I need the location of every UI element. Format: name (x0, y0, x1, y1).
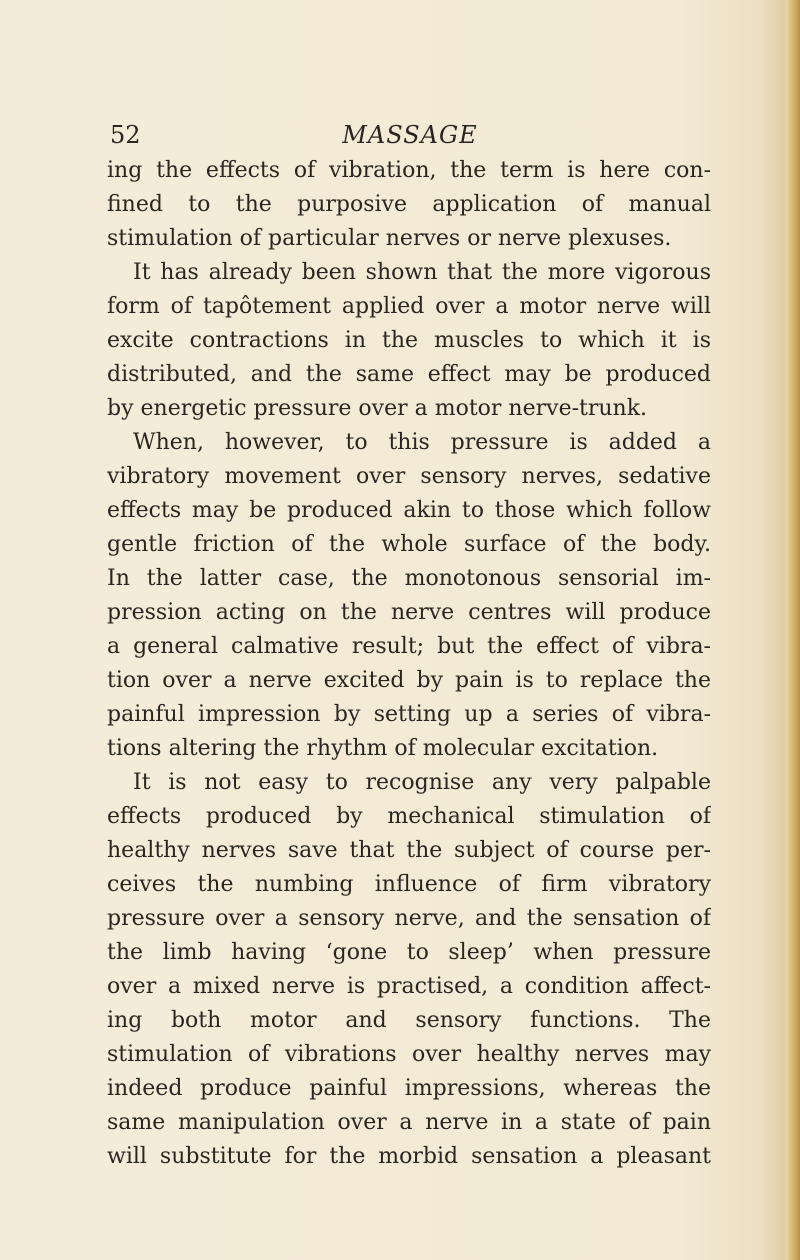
text-line: gentle friction of the whole surface of the body. (107, 532, 711, 557)
text-line: the limb having ‘gone to sleep’ when pressure (107, 940, 711, 965)
text-line: over a mixed nerve is practised, a condition affect- (107, 974, 711, 999)
running-title: MASSAGE (342, 121, 478, 149)
text-line: painful impression by setting up a series of vibra- (107, 702, 711, 727)
text-line: fined to the purposive application of manual (107, 192, 711, 217)
page-number: 52 (110, 121, 141, 149)
text-line: will substitute for the morbid sensation a pleasant (107, 1144, 711, 1169)
text-line: ing the effects of vibration, the term is here con- (107, 158, 711, 183)
text-line: It is not easy to recognise any very palpable (133, 770, 711, 795)
text-line: same manipulation over a nerve in a state of pain (107, 1110, 711, 1135)
text-line: pression acting on the nerve centres will produce (107, 600, 711, 625)
text-line: effects may be produced akin to those which follow (107, 498, 711, 523)
text-line: tions altering the rhythm of molecular excitation. (107, 736, 659, 761)
text-line: ing both motor and sensory functions. The (107, 1008, 711, 1033)
page-header (110, 118, 710, 152)
text-line: tion over a nerve excited by pain is to replace the (107, 668, 711, 693)
text-line: healthy nerves save that the subject of course per- (107, 838, 711, 863)
text-line: distributed, and the same effect may be produced (107, 362, 711, 387)
text-line: by energetic pressure over a motor nerve-trunk. (107, 396, 648, 421)
page-edge (786, 0, 800, 1260)
text-line: indeed produce painful impressions, whereas the (107, 1076, 711, 1101)
text-line: form of tapôtement applied over a motor nerve will (107, 294, 711, 319)
text-line: pressure over a sensory nerve, and the sensation of (107, 906, 711, 931)
body-text (107, 154, 711, 1174)
text-line: stimulation of particular nerves or nerve plexuses. (107, 226, 672, 251)
text-line: In the latter case, the monotonous sensorial im- (107, 566, 711, 591)
text-line: excite contractions in the muscles to which it is (107, 328, 711, 353)
text-line: vibratory movement over sensory nerves, sedative (107, 464, 711, 489)
text-line: It has already been shown that the more vigorous (133, 260, 711, 285)
text-line: a general calmative result; but the effect of vibra- (107, 634, 711, 659)
text-line: When, however, to this pressure is added a (133, 430, 711, 455)
text-line: stimulation of vibrations over healthy nerves may (107, 1042, 711, 1067)
text-line: effects produced by mechanical stimulation of (107, 804, 711, 829)
text-line: ceives the numbing influence of firm vibratory (107, 872, 711, 897)
